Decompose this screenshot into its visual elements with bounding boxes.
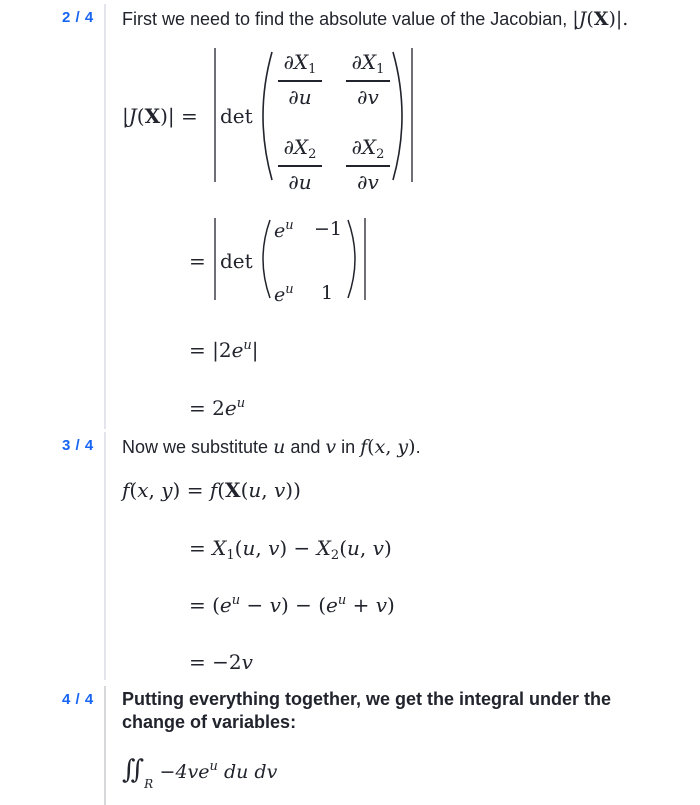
substitution-line-1: f(x, y) = f(X(u, v)) bbox=[122, 478, 301, 502]
matrix-entry-11: $e^u$ bbox=[274, 218, 294, 242]
det-label: det bbox=[220, 104, 253, 128]
substitution-line-3: = $(e^u - v) - (e^u + v)$ bbox=[189, 593, 395, 617]
partial-x1-v: $\partial X_1$ ∂v bbox=[346, 50, 390, 109]
matrix-entry-12: −1 bbox=[314, 218, 343, 240]
step-text: Now we substitute u and v in f(x, y). bbox=[122, 436, 421, 458]
substitution-line-2: = $X_1(u$, $v) - X_2(u$, v) bbox=[189, 536, 392, 563]
step-text-content: First we need to find the absolute value of the Jacobian, bbox=[122, 9, 573, 29]
partial-x1-u: $\partial X_1$ ∂u bbox=[278, 50, 322, 109]
step-number: 4 / 4 bbox=[62, 691, 94, 708]
step-text-after: in bbox=[336, 437, 361, 457]
matrix-entry-21: $e^u$ bbox=[274, 282, 294, 306]
jacobian-inline: |J(X)|. bbox=[572, 8, 629, 30]
step-divider bbox=[104, 4, 106, 429]
final-integral: $∬_R -4ve^u$ du dv bbox=[122, 755, 278, 791]
eq-sign: = bbox=[189, 249, 206, 273]
det-label-2: det bbox=[220, 249, 253, 273]
step-divider bbox=[104, 432, 106, 680]
matrix-entry-22: 1 bbox=[321, 282, 334, 304]
step-text bbox=[122, 8, 628, 30]
step-number: 2 / 4 bbox=[62, 9, 94, 26]
substitution-line-4: = −2v bbox=[189, 650, 253, 674]
abs-value-line: = $|2e^u|$ bbox=[189, 338, 259, 362]
jacobian-lhs: |J(X)| = bbox=[122, 104, 198, 128]
step-divider bbox=[104, 686, 106, 805]
step-number: 3 / 4 bbox=[62, 437, 94, 454]
final-jacobian-line: = $2e^u$ bbox=[189, 396, 246, 420]
partial-x2-v: $\partial X_2$ ∂v bbox=[346, 135, 390, 194]
step-text-before: Now we substitute bbox=[122, 437, 274, 457]
partial-x2-u: $\partial X_2$ ∂u bbox=[278, 135, 322, 194]
step-text-and: and bbox=[285, 437, 326, 457]
step-text: Putting everything together, we get the integral under the change of variables: bbox=[122, 689, 612, 732]
